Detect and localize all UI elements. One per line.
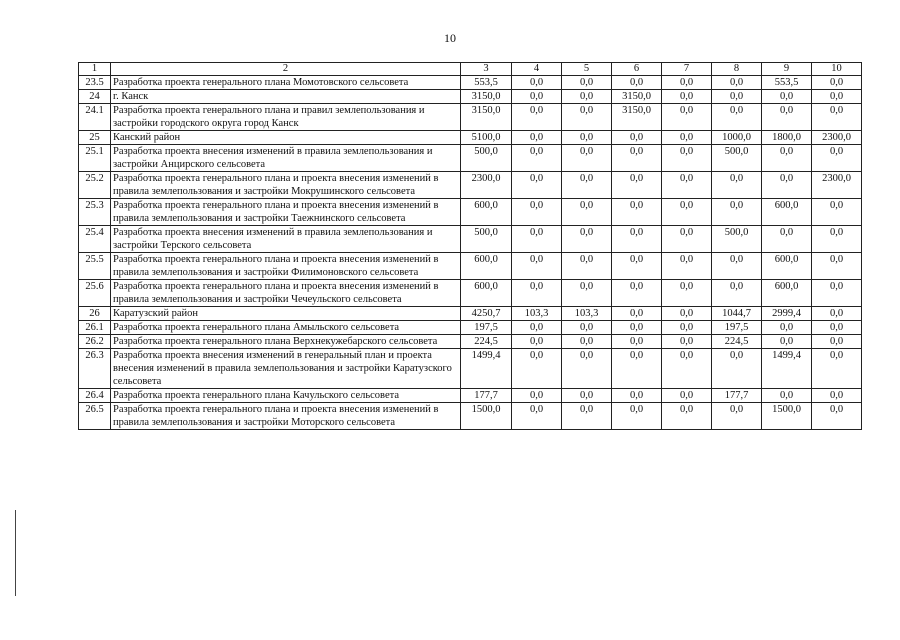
value-cell-col-5: 0,0 bbox=[562, 349, 612, 389]
value-cell-col-6: 0,0 bbox=[612, 172, 662, 199]
row-description: Разработка проекта генерального плана и проекта внесения изменений в правила землепользования и застройки Мокрушинского сельсовета bbox=[111, 172, 461, 199]
value-cell-col-9: 0,0 bbox=[762, 90, 812, 104]
value-cell-col-8: 0,0 bbox=[712, 90, 762, 104]
value-cell-col-4: 0,0 bbox=[512, 131, 562, 145]
column-header-8: 8 bbox=[712, 63, 762, 76]
value-cell-col-6: 3150,0 bbox=[612, 90, 662, 104]
table-row bbox=[79, 131, 862, 145]
value-cell-col-8: 0,0 bbox=[712, 172, 762, 199]
value-cell-col-6: 0,0 bbox=[612, 76, 662, 90]
value-cell-col-3: 3150,0 bbox=[461, 90, 512, 104]
column-header-9: 9 bbox=[762, 63, 812, 76]
value-cell-col-6: 0,0 bbox=[612, 403, 662, 430]
value-cell-col-4: 0,0 bbox=[512, 349, 562, 389]
value-cell-col-3: 500,0 bbox=[461, 226, 512, 253]
value-cell-col-9: 600,0 bbox=[762, 280, 812, 307]
table-row bbox=[79, 403, 862, 430]
value-cell-col-5: 0,0 bbox=[562, 226, 612, 253]
page-number: 10 bbox=[444, 31, 456, 45]
value-cell-col-5: 0,0 bbox=[562, 131, 612, 145]
value-cell-col-7: 0,0 bbox=[662, 90, 712, 104]
scan-margin-mark bbox=[15, 510, 16, 596]
value-cell-col-6: 0,0 bbox=[612, 226, 662, 253]
value-cell-col-7: 0,0 bbox=[662, 321, 712, 335]
value-cell-col-4: 0,0 bbox=[512, 226, 562, 253]
row-description: Разработка проекта генерального плана и проекта внесения изменений в правила землепользования и застройки Моторского сельсовета bbox=[111, 403, 461, 430]
value-cell-col-4: 0,0 bbox=[512, 145, 562, 172]
value-cell-col-4: 0,0 bbox=[512, 199, 562, 226]
value-cell-col-6: 0,0 bbox=[612, 335, 662, 349]
value-cell-col-3: 2300,0 bbox=[461, 172, 512, 199]
table-row bbox=[79, 349, 862, 389]
table-row bbox=[79, 280, 862, 307]
column-header-3: 3 bbox=[461, 63, 512, 76]
value-cell-col-7: 0,0 bbox=[662, 389, 712, 403]
row-description: Разработка проекта генерального плана Амыльского сельсовета bbox=[111, 321, 461, 335]
value-cell-col-4: 0,0 bbox=[512, 335, 562, 349]
value-cell-col-4: 0,0 bbox=[512, 403, 562, 430]
value-cell-col-9: 0,0 bbox=[762, 321, 812, 335]
value-cell-col-6: 0,0 bbox=[612, 321, 662, 335]
value-cell-col-10: 0,0 bbox=[812, 321, 862, 335]
value-cell-col-7: 0,0 bbox=[662, 335, 712, 349]
value-cell-col-9: 2999,4 bbox=[762, 307, 812, 321]
row-number: 25 bbox=[79, 131, 111, 145]
value-cell-col-4: 0,0 bbox=[512, 321, 562, 335]
value-cell-col-6: 0,0 bbox=[612, 145, 662, 172]
table-row bbox=[79, 199, 862, 226]
row-number: 26.5 bbox=[79, 403, 111, 430]
value-cell-col-4: 0,0 bbox=[512, 389, 562, 403]
value-cell-col-6: 0,0 bbox=[612, 131, 662, 145]
value-cell-col-4: 0,0 bbox=[512, 253, 562, 280]
value-cell-col-7: 0,0 bbox=[662, 403, 712, 430]
table-row bbox=[79, 307, 862, 321]
row-number: 24 bbox=[79, 90, 111, 104]
value-cell-col-5: 0,0 bbox=[562, 253, 612, 280]
row-number: 25.6 bbox=[79, 280, 111, 307]
row-description: Разработка проекта генерального плана Качульского сельсовета bbox=[111, 389, 461, 403]
row-description: Разработка проекта генерального плана Верхнекужебарского сельсовета bbox=[111, 335, 461, 349]
value-cell-col-5: 0,0 bbox=[562, 403, 612, 430]
row-number: 26.4 bbox=[79, 389, 111, 403]
row-number: 25.4 bbox=[79, 226, 111, 253]
value-cell-col-3: 600,0 bbox=[461, 199, 512, 226]
value-cell-col-8: 500,0 bbox=[712, 226, 762, 253]
value-cell-col-9: 1800,0 bbox=[762, 131, 812, 145]
row-description: Разработка проекта генерального плана и проекта внесения изменений в правила землепользования и застройки Филимоновского сельсовета bbox=[111, 253, 461, 280]
row-number: 26.1 bbox=[79, 321, 111, 335]
value-cell-col-4: 0,0 bbox=[512, 76, 562, 90]
value-cell-col-6: 0,0 bbox=[612, 280, 662, 307]
table-body bbox=[79, 76, 862, 430]
table-row bbox=[79, 389, 862, 403]
row-number: 25.3 bbox=[79, 199, 111, 226]
value-cell-col-10: 0,0 bbox=[812, 349, 862, 389]
value-cell-col-9: 0,0 bbox=[762, 145, 812, 172]
row-description: Разработка проекта внесения изменений в генеральный план и проекта внесения изменений в правила землепользования и застройки Каратузского сельсовета bbox=[111, 349, 461, 389]
value-cell-col-7: 0,0 bbox=[662, 349, 712, 389]
row-number: 25.5 bbox=[79, 253, 111, 280]
column-header-1: 1 bbox=[79, 63, 111, 76]
table-row bbox=[79, 226, 862, 253]
value-cell-col-3: 224,5 bbox=[461, 335, 512, 349]
value-cell-col-8: 1044,7 bbox=[712, 307, 762, 321]
table-row bbox=[79, 321, 862, 335]
value-cell-col-3: 600,0 bbox=[461, 253, 512, 280]
value-cell-col-10: 0,0 bbox=[812, 253, 862, 280]
value-cell-col-8: 0,0 bbox=[712, 104, 762, 131]
column-header-6: 6 bbox=[612, 63, 662, 76]
value-cell-col-4: 0,0 bbox=[512, 172, 562, 199]
row-description: г. Канск bbox=[111, 90, 461, 104]
row-number: 25.2 bbox=[79, 172, 111, 199]
value-cell-col-3: 3150,0 bbox=[461, 104, 512, 131]
row-description: Разработка проекта внесения изменений в правила землепользования и застройки Анцирского сельсовета bbox=[111, 145, 461, 172]
value-cell-col-9: 0,0 bbox=[762, 389, 812, 403]
row-description: Разработка проекта генерального плана и правил землепользования и застройки городского округа город Канск bbox=[111, 104, 461, 131]
value-cell-col-6: 0,0 bbox=[612, 253, 662, 280]
value-cell-col-9: 0,0 bbox=[762, 172, 812, 199]
value-cell-col-9: 600,0 bbox=[762, 253, 812, 280]
value-cell-col-9: 553,5 bbox=[762, 76, 812, 90]
value-cell-col-7: 0,0 bbox=[662, 145, 712, 172]
value-cell-col-10: 0,0 bbox=[812, 199, 862, 226]
row-number: 25.1 bbox=[79, 145, 111, 172]
value-cell-col-3: 197,5 bbox=[461, 321, 512, 335]
row-description: Разработка проекта генерального плана и проекта внесения изменений в правила землепользования и застройки Чечеульского сельсовета bbox=[111, 280, 461, 307]
row-number: 23.5 bbox=[79, 76, 111, 90]
table-row bbox=[79, 90, 862, 104]
value-cell-col-6: 0,0 bbox=[612, 199, 662, 226]
value-cell-col-10: 0,0 bbox=[812, 307, 862, 321]
table-row bbox=[79, 104, 862, 131]
value-cell-col-8: 500,0 bbox=[712, 145, 762, 172]
value-cell-col-10: 0,0 bbox=[812, 145, 862, 172]
value-cell-col-10: 2300,0 bbox=[812, 172, 862, 199]
row-description: Канский район bbox=[111, 131, 461, 145]
row-number: 26.2 bbox=[79, 335, 111, 349]
value-cell-col-4: 103,3 bbox=[512, 307, 562, 321]
column-header-5: 5 bbox=[562, 63, 612, 76]
value-cell-col-8: 177,7 bbox=[712, 389, 762, 403]
value-cell-col-8: 0,0 bbox=[712, 280, 762, 307]
value-cell-col-8: 0,0 bbox=[712, 253, 762, 280]
value-cell-col-4: 0,0 bbox=[512, 90, 562, 104]
value-cell-col-9: 1499,4 bbox=[762, 349, 812, 389]
value-cell-col-5: 0,0 bbox=[562, 321, 612, 335]
table-row bbox=[79, 145, 862, 172]
value-cell-col-10: 0,0 bbox=[812, 389, 862, 403]
row-description: Каратузский район bbox=[111, 307, 461, 321]
value-cell-col-9: 0,0 bbox=[762, 104, 812, 131]
row-description: Разработка проекта внесения изменений в правила землепользования и застройки Терского сельсовета bbox=[111, 226, 461, 253]
value-cell-col-5: 0,0 bbox=[562, 335, 612, 349]
value-cell-col-10: 2300,0 bbox=[812, 131, 862, 145]
value-cell-col-9: 0,0 bbox=[762, 226, 812, 253]
row-number: 26.3 bbox=[79, 349, 111, 389]
value-cell-col-7: 0,0 bbox=[662, 131, 712, 145]
value-cell-col-5: 0,0 bbox=[562, 389, 612, 403]
value-cell-col-5: 0,0 bbox=[562, 104, 612, 131]
value-cell-col-7: 0,0 bbox=[662, 104, 712, 131]
table-row bbox=[79, 253, 862, 280]
value-cell-col-7: 0,0 bbox=[662, 307, 712, 321]
value-cell-col-7: 0,0 bbox=[662, 172, 712, 199]
value-cell-col-10: 0,0 bbox=[812, 104, 862, 131]
value-cell-col-8: 0,0 bbox=[712, 199, 762, 226]
value-cell-col-10: 0,0 bbox=[812, 335, 862, 349]
value-cell-col-9: 1500,0 bbox=[762, 403, 812, 430]
value-cell-col-10: 0,0 bbox=[812, 403, 862, 430]
value-cell-col-4: 0,0 bbox=[512, 280, 562, 307]
value-cell-col-8: 0,0 bbox=[712, 349, 762, 389]
column-header-4: 4 bbox=[512, 63, 562, 76]
value-cell-col-8: 0,0 bbox=[712, 76, 762, 90]
value-cell-col-10: 0,0 bbox=[812, 90, 862, 104]
table-row bbox=[79, 76, 862, 90]
row-number: 26 bbox=[79, 307, 111, 321]
value-cell-col-7: 0,0 bbox=[662, 226, 712, 253]
value-cell-col-5: 0,0 bbox=[562, 90, 612, 104]
table-row bbox=[79, 335, 862, 349]
value-cell-col-8: 224,5 bbox=[712, 335, 762, 349]
row-description: Разработка проекта генерального плана и проекта внесения изменений в правила землепользования и застройки Таежнинского сельсовета bbox=[111, 199, 461, 226]
value-cell-col-3: 553,5 bbox=[461, 76, 512, 90]
value-cell-col-3: 500,0 bbox=[461, 145, 512, 172]
value-cell-col-3: 600,0 bbox=[461, 280, 512, 307]
budget-table bbox=[78, 62, 862, 430]
value-cell-col-6: 0,0 bbox=[612, 389, 662, 403]
value-cell-col-8: 197,5 bbox=[712, 321, 762, 335]
value-cell-col-4: 0,0 bbox=[512, 104, 562, 131]
value-cell-col-7: 0,0 bbox=[662, 199, 712, 226]
value-cell-col-3: 5100,0 bbox=[461, 131, 512, 145]
value-cell-col-10: 0,0 bbox=[812, 76, 862, 90]
value-cell-col-9: 600,0 bbox=[762, 199, 812, 226]
table-row bbox=[79, 172, 862, 199]
value-cell-col-5: 0,0 bbox=[562, 199, 612, 226]
value-cell-col-7: 0,0 bbox=[662, 280, 712, 307]
value-cell-col-5: 0,0 bbox=[562, 280, 612, 307]
value-cell-col-3: 177,7 bbox=[461, 389, 512, 403]
value-cell-col-10: 0,0 bbox=[812, 280, 862, 307]
column-header-2: 2 bbox=[111, 63, 461, 76]
value-cell-col-5: 103,3 bbox=[562, 307, 612, 321]
value-cell-col-6: 0,0 bbox=[612, 307, 662, 321]
value-cell-col-6: 3150,0 bbox=[612, 104, 662, 131]
value-cell-col-8: 1000,0 bbox=[712, 131, 762, 145]
value-cell-col-5: 0,0 bbox=[562, 76, 612, 90]
column-header-10: 10 bbox=[812, 63, 862, 76]
value-cell-col-3: 4250,7 bbox=[461, 307, 512, 321]
value-cell-col-8: 0,0 bbox=[712, 403, 762, 430]
value-cell-col-6: 0,0 bbox=[612, 349, 662, 389]
value-cell-col-10: 0,0 bbox=[812, 226, 862, 253]
value-cell-col-5: 0,0 bbox=[562, 172, 612, 199]
value-cell-col-7: 0,0 bbox=[662, 253, 712, 280]
column-header-7: 7 bbox=[662, 63, 712, 76]
row-description: Разработка проекта генерального плана Момотовского сельсовета bbox=[111, 76, 461, 90]
value-cell-col-7: 0,0 bbox=[662, 76, 712, 90]
value-cell-col-9: 0,0 bbox=[762, 335, 812, 349]
value-cell-col-5: 0,0 bbox=[562, 145, 612, 172]
value-cell-col-3: 1500,0 bbox=[461, 403, 512, 430]
row-number: 24.1 bbox=[79, 104, 111, 131]
value-cell-col-3: 1499,4 bbox=[461, 349, 512, 389]
column-number-row bbox=[79, 63, 862, 76]
